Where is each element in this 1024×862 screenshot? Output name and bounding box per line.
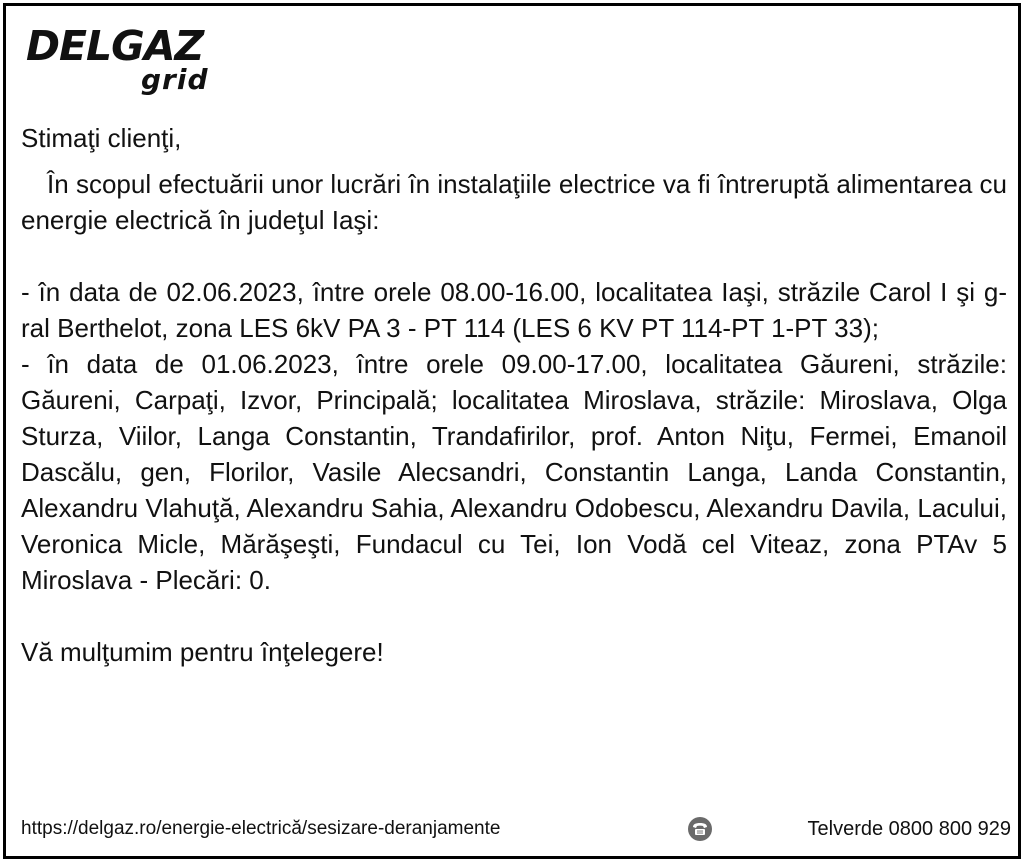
notice-frame <box>3 3 1021 859</box>
notice-body <box>21 120 1007 670</box>
intro-paragraph: În scopul efectuării unor lucrări în instalaţiile electrice va fi întreruptă alimentarea cu energie electrică în judeţul Iaşi: <box>21 169 1007 235</box>
logo-sub: grid <box>141 63 209 96</box>
telephone-icon <box>687 816 713 842</box>
spacer <box>21 238 1007 274</box>
spacer <box>21 598 1007 634</box>
hotline-number: Telverde 0800 800 929 <box>807 818 1011 840</box>
closing-text: Vă mulţumim pentru înţelegere! <box>21 637 384 667</box>
footer-url-link[interactable]: https://delgaz.ro/energie-electrică/sesizare-deranjamente <box>21 818 501 839</box>
logo-brand: DELGAZ <box>26 22 204 70</box>
greeting: Stimaţi clienţi, <box>21 123 182 153</box>
outage-item-2: - în data de 01.06.2023, între orele 09.00-17.00, localitatea Găureni, străzile: Găureni, Carpaţi, Izvor, Principală; localitatea Miroslava, străzile: Miroslava, Olga Sturza, Viilor, Langa Constantin, Trandafirilor, prof. Anton Niţu, Fermei, Emanoil Dascălu, gen, Florilor, Vasile Alecsandri, Constantin Langa, Landa Constantin, Alexandru Vlahuţă, Alexandru Sahia, Alexandru Odobescu, Alexandru Davila, Lacului, Veronica Micle, Mărăşeşti, Fundacul cu Tei, Ion Vodă cel Viteaz, zona PTAv 5 Miroslava - Plecări: 0. <box>21 349 1007 595</box>
outage-item-1: - în data de 02.06.2023, între orele 08.00-16.00, localitatea Iaşi, străzile Carol I şi g-ral Berthelot, zona LES 6kV PA 3 - PT 114 (LES 6 KV PT 114-PT 1-PT 33); <box>21 277 1007 343</box>
footer <box>21 814 1011 844</box>
delgaz-grid-logo <box>26 22 226 102</box>
